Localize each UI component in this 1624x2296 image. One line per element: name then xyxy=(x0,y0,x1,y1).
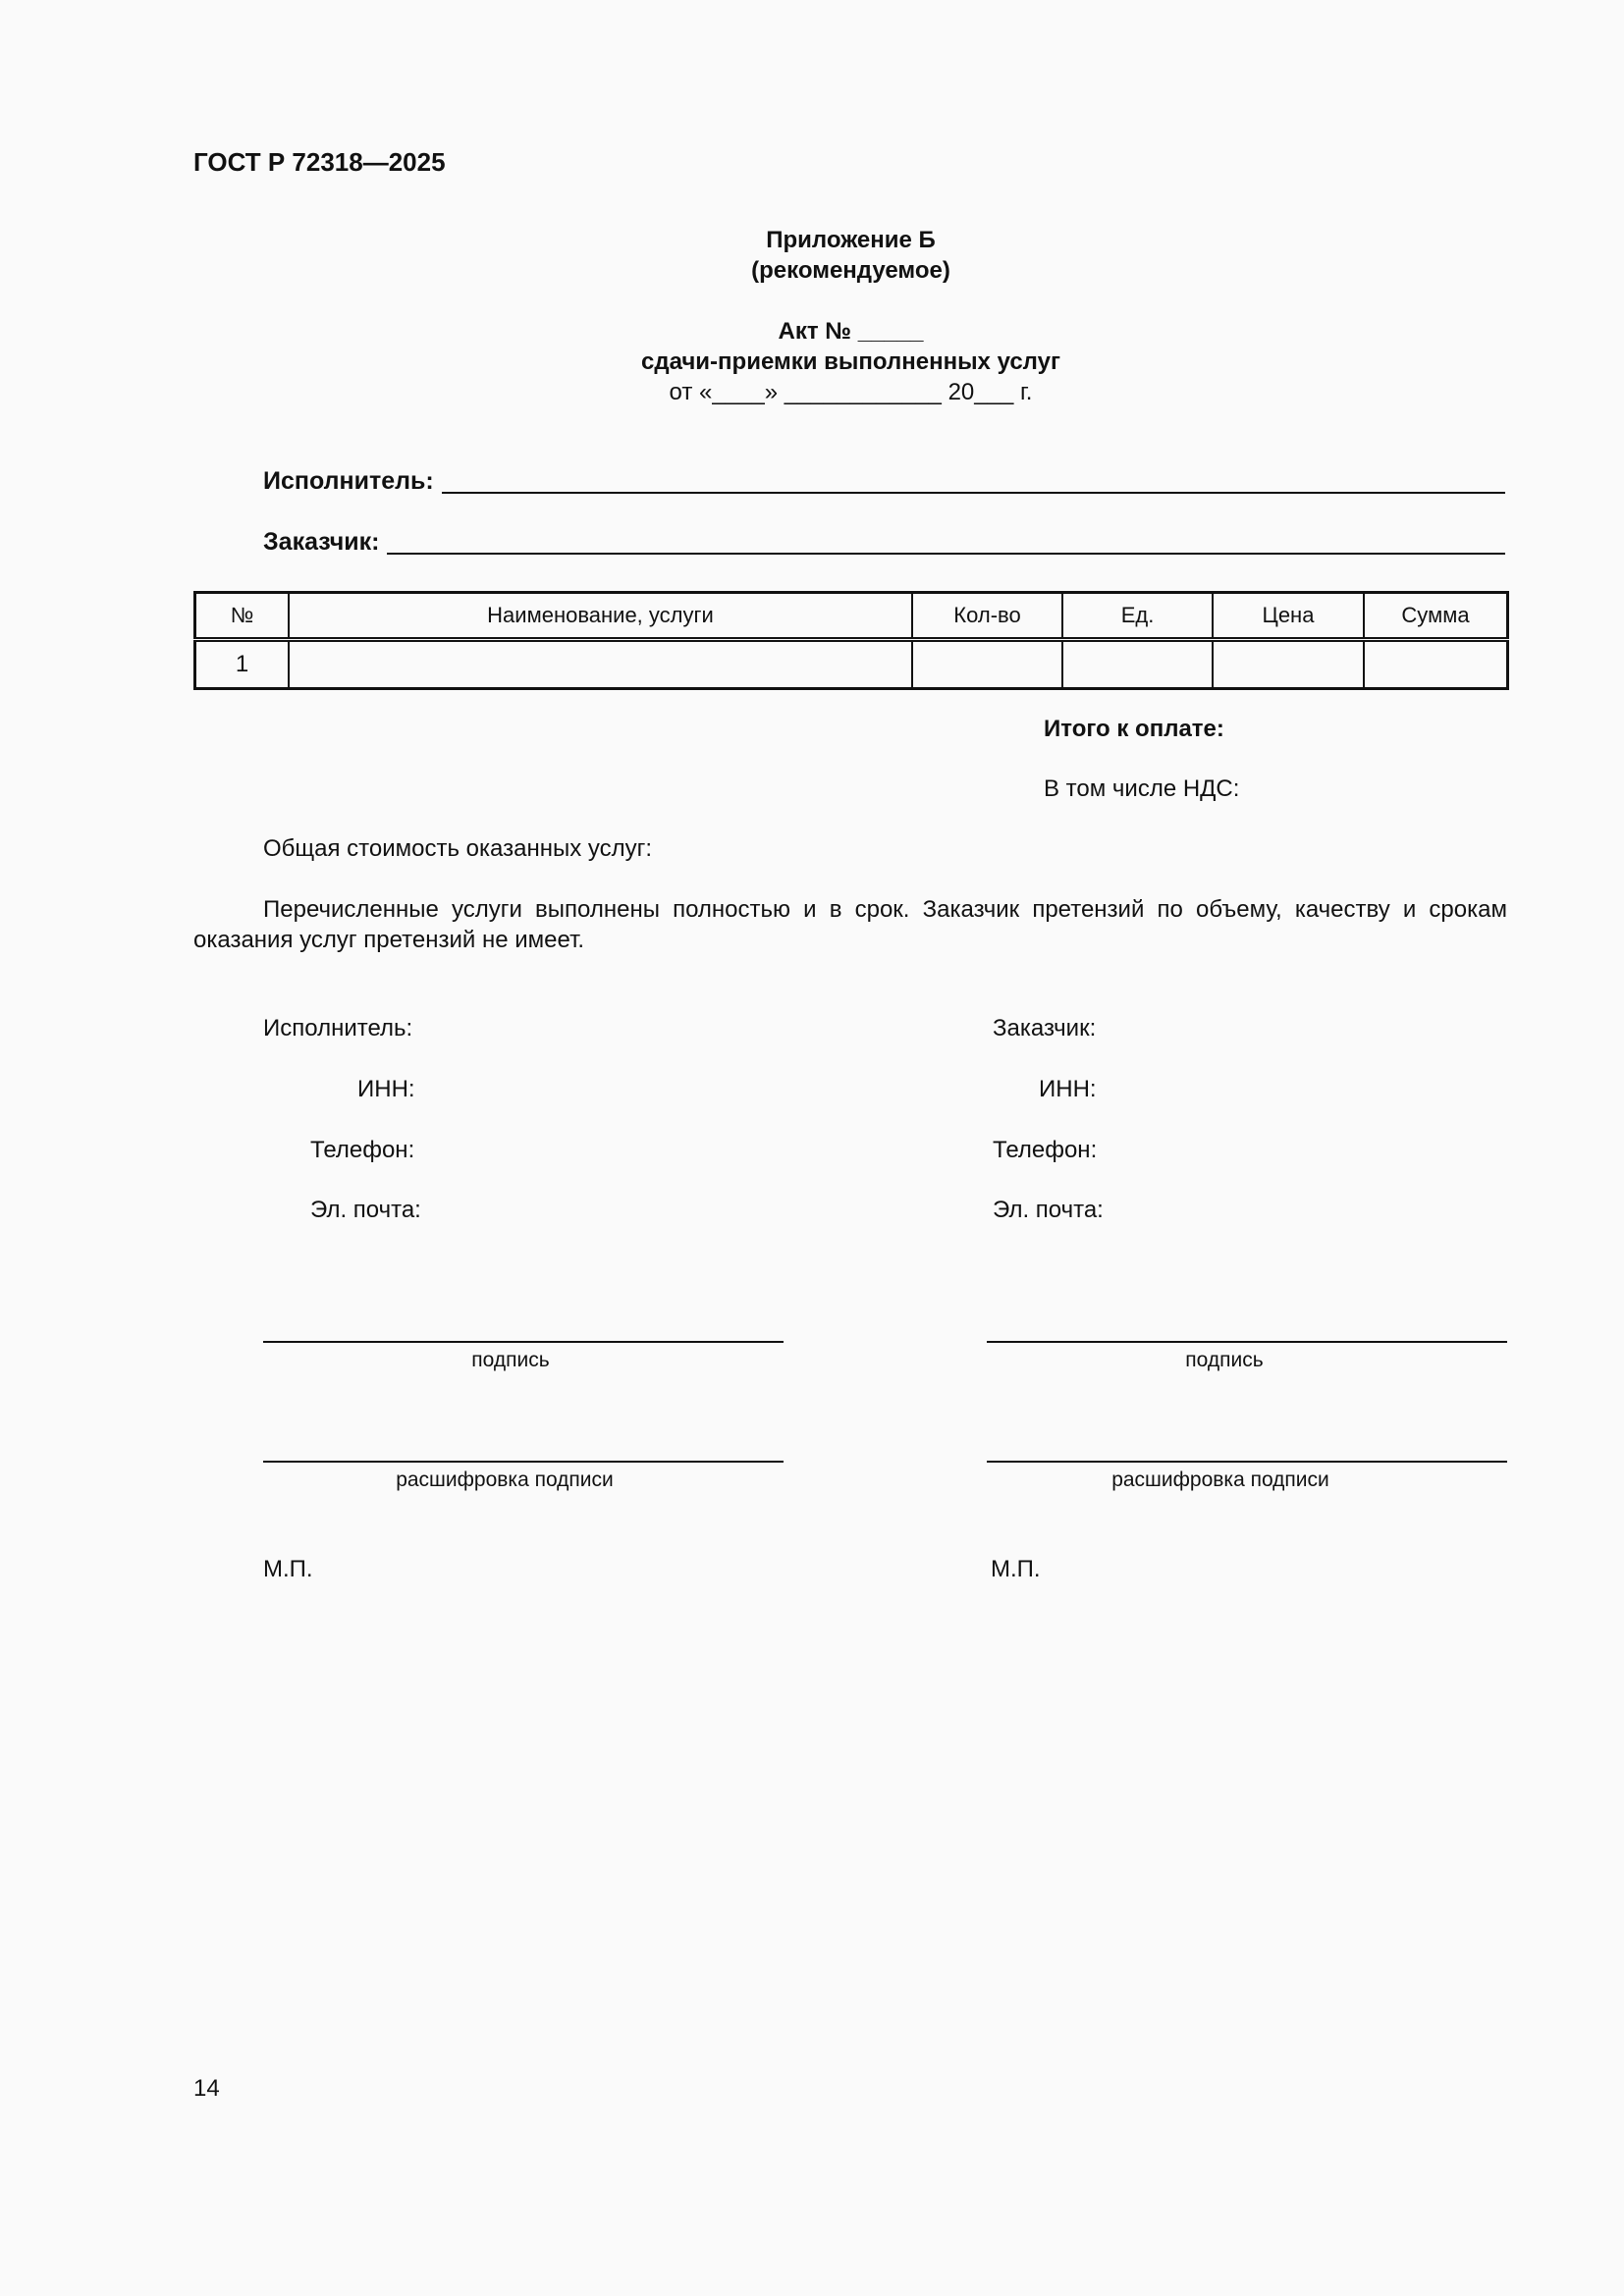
col-sum: Сумма xyxy=(1364,593,1508,640)
customer-inn: ИНН: xyxy=(1039,1076,1097,1102)
customer-email: Эл. почта: xyxy=(993,1197,1104,1223)
act-subject: сдачи-приемки выполненных услуг xyxy=(641,348,1060,375)
total-cost-label: Общая стоимость оказанных услуг: xyxy=(263,835,653,862)
col-price: Цена xyxy=(1213,593,1364,640)
act-heading xyxy=(0,316,1624,407)
vat-label: В том числе НДС: xyxy=(1044,775,1240,802)
executor-signature-caption: подпись xyxy=(471,1349,550,1371)
appendix-heading xyxy=(0,225,1624,286)
standard-code: ГОСТ Р 72318—2025 xyxy=(193,147,446,177)
col-unit: Ед. xyxy=(1062,593,1213,640)
cell-number: 1 xyxy=(195,640,290,689)
executor-signature-line xyxy=(263,1341,784,1343)
executor-inn: ИНН: xyxy=(357,1076,415,1102)
executor-phone: Телефон: xyxy=(310,1137,415,1163)
act-number: Акт № _____ xyxy=(778,318,924,345)
customer-signature-caption: подпись xyxy=(1185,1349,1264,1371)
col-number: № xyxy=(195,593,290,640)
appendix-title: Приложение Б xyxy=(766,227,936,253)
customer-signature-line xyxy=(987,1341,1507,1343)
customer-stamp: М.П. xyxy=(991,1556,1041,1582)
customer-line xyxy=(387,529,1505,555)
services-table xyxy=(193,591,1509,690)
customer-field xyxy=(263,528,1505,557)
appendix-status: (рекомендуемое) xyxy=(751,257,950,284)
executor-decoding-line xyxy=(263,1461,784,1463)
page-number: 14 xyxy=(193,2075,220,2102)
col-quantity: Кол-во xyxy=(912,593,1062,640)
cell-unit xyxy=(1062,640,1213,689)
col-service-name: Наименование, услуги xyxy=(289,593,912,640)
acceptance-statement: Перечисленные услуги выполнены полностью и в срок. Заказчик претензий по объему, качеству и срокам оказания услуг претензий не имеет. xyxy=(193,896,1507,953)
executor-line xyxy=(442,468,1505,494)
customer-phone: Телефон: xyxy=(993,1137,1098,1163)
cell-quantity xyxy=(912,640,1062,689)
customer-label: Заказчик: xyxy=(263,528,380,556)
executor-field xyxy=(263,467,1505,496)
executor-email: Эл. почта: xyxy=(310,1197,421,1223)
customer-decoding-line xyxy=(987,1461,1507,1463)
executor-stamp: М.П. xyxy=(263,1556,313,1582)
cell-service-name xyxy=(289,640,912,689)
executor-decoding-caption: расшифровка подписи xyxy=(396,1468,614,1491)
customer-decoding-caption: расшифровка подписи xyxy=(1111,1468,1329,1491)
cell-sum xyxy=(1364,640,1508,689)
cell-price xyxy=(1213,640,1364,689)
act-date: от «____» ____________ 20___ г. xyxy=(669,379,1033,405)
customer-title: Заказчик: xyxy=(993,1015,1097,1041)
executor-label: Исполнитель: xyxy=(263,467,434,495)
executor-title: Исполнитель: xyxy=(263,1015,413,1041)
total-label: Итого к оплате: xyxy=(1044,716,1224,742)
table-header-row xyxy=(195,593,1508,640)
table-row xyxy=(195,640,1508,689)
